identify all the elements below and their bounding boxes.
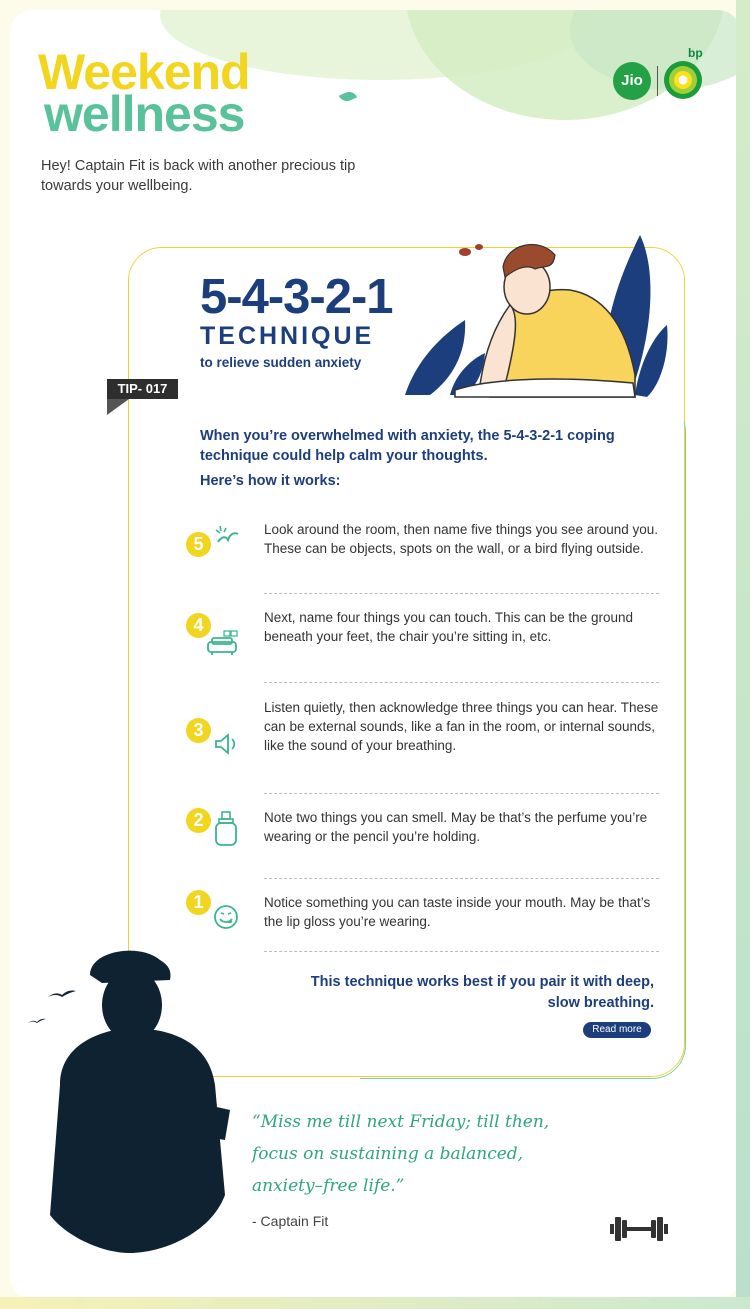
technique-title-numbers: 5-4-3-2-1 xyxy=(200,270,393,324)
step-number-badge: 4 xyxy=(186,613,211,638)
step-text: Listen quietly, then acknowledge three things you can hear. These can be external sounds, like a fan in the room, or internal sounds, like the sound of your breathing. xyxy=(264,700,659,753)
tip-badge-fold xyxy=(107,399,129,415)
tongue-smiley-icon xyxy=(212,903,240,931)
step-text: Note two things you can smell. May be that’s the perfume you’re wearing or the pencil you’re holding. xyxy=(264,810,648,844)
read-more-button[interactable]: Read more xyxy=(583,1022,651,1038)
bp-sun-icon xyxy=(663,60,703,100)
logo-wellness: wellness xyxy=(44,86,245,142)
step-text: Look around the room, then name five things you see around you. These can be objects, spots on the wall, or a bird flying outside. xyxy=(264,522,659,556)
divider xyxy=(264,593,659,594)
lead-text: When you’re overwhelmed with anxiety, the 5-4-3-2-1 coping technique could help calm your thoughts. xyxy=(200,428,615,464)
step-text: Next, name four things you can touch. This can be the ground beneath your feet, the chair you’re sitting in, etc. xyxy=(264,610,633,644)
divider xyxy=(264,951,659,952)
captain-fit-quote: “Miss me till next Friday; till then, focus on sustaining a balanced, anxiety–free life.” xyxy=(252,1112,550,1196)
step-text: Notice something you can taste inside your mouth. May be that’s the lip gloss you’re wearing. xyxy=(264,895,651,929)
divider xyxy=(264,682,659,683)
dumbbell-icon xyxy=(608,1212,670,1246)
step-number-badge: 1 xyxy=(186,890,211,915)
divider xyxy=(264,793,659,794)
decor-border-bottom xyxy=(0,1297,750,1309)
decor-border-right xyxy=(736,0,750,1309)
bp-label: bp xyxy=(688,46,703,60)
technique-subtitle: to relieve sudden anxiety xyxy=(200,355,362,370)
step-number-badge: 5 xyxy=(186,532,211,557)
bird-icon xyxy=(212,522,240,550)
step-number-badge: 2 xyxy=(186,808,211,833)
divider xyxy=(264,878,659,879)
speaker-icon xyxy=(212,730,240,758)
closing-text: This technique works best if you pair it with deep, slow breathing. xyxy=(310,974,654,1011)
perfume-icon xyxy=(212,810,240,848)
logo-weekend: Weekend xyxy=(38,44,250,100)
step-number-badge: 3 xyxy=(186,718,211,743)
captain-fit-silhouette xyxy=(20,935,240,1255)
sofa-icon xyxy=(204,630,240,658)
tip-badge: TIP- 017 xyxy=(107,379,178,399)
technique-title-word: TECHNIQUE xyxy=(200,322,375,350)
jio-logo: Jio xyxy=(613,62,651,100)
how-it-works-label: Here’s how it works: xyxy=(200,473,341,489)
quote-attribution: - Captain Fit xyxy=(252,1213,329,1229)
intro-text: Hey! Captain Fit is back with another precious tip towards your wellbeing. xyxy=(41,158,356,194)
logo-divider xyxy=(657,66,658,96)
anxious-man-illustration xyxy=(395,225,675,405)
partner-logos xyxy=(613,48,703,104)
